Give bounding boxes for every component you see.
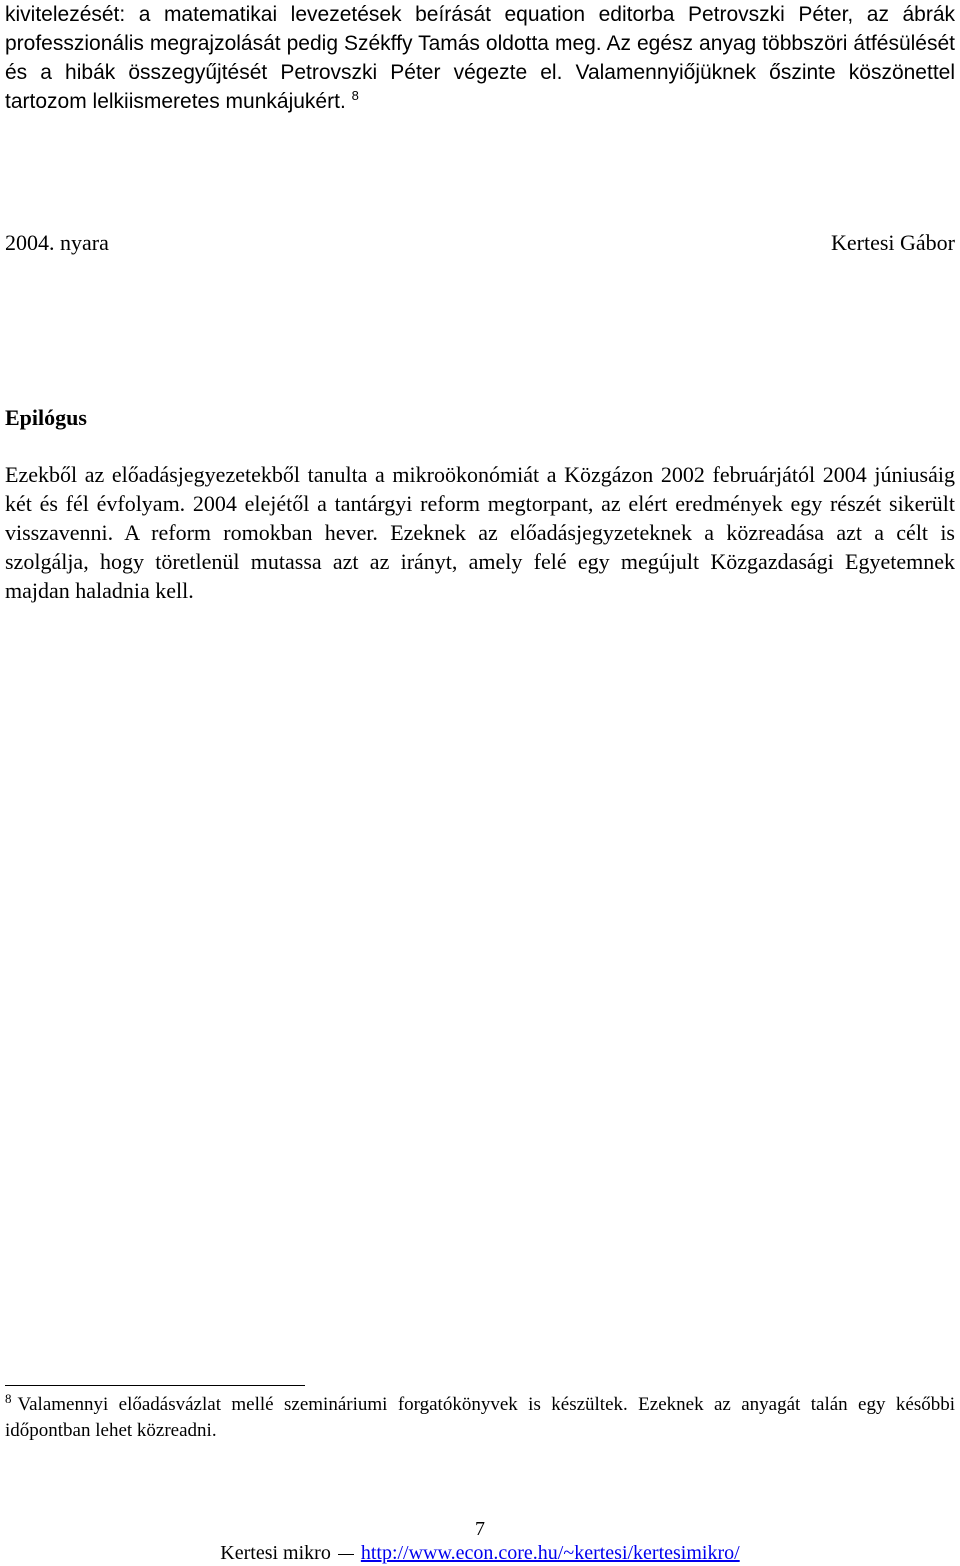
intro-paragraph [5, 0, 955, 116]
page-number: 7 [475, 1518, 485, 1540]
footnote-reference[interactable]: 8 [351, 88, 359, 103]
running-footer [0, 1541, 960, 1565]
footer-label: Kertesi mikro [220, 1542, 331, 1564]
footnote-separator [5, 1385, 305, 1386]
footnote-marker: 8 [5, 1390, 12, 1406]
intro-text: kivitelezését: a matematikai levezetések beírását equation editorba Petrovszki Péter, az ábrák professzionális megrajzolását pedig Székffy Tamás oldotta meg. Az egész anyag többszöri átfésülését és a hibák összegyűjtését Petrovszki Péter végezte el. Valamennyiőjüknek őszinte köszönettel tartozom lelkiismeretes munkájukért. [5, 3, 955, 113]
footer-link[interactable]: http://www.econ.core.hu/~kertesi/kertesimikro/ [360, 1542, 740, 1564]
section-heading: Epilógus [5, 405, 87, 430]
epilogue-paragraph: Ezekből az előadásjegyezetekből tanulta a mikroökonómiát a Közgázon 2002 februárjától 2004 júniusáig két és fél évfolyam. 2004 elejétől a tantárgyi reform megtorpant, az elért eredmények egy részét sikerült visszavenni. A reform romokban hever. Ezeknek az előadásjegyzeteknek a közreadása azt a célt is szolgálja, hogy töretlenül mutassa azt az irányt, amely felé egy megújult Közgazdasági Egyetemnek majdan haladnia kell. [5, 462, 955, 603]
footnote [5, 1392, 955, 1444]
footer-dash [338, 1554, 354, 1555]
signature-line [5, 228, 955, 258]
signature-author: Kertesi Gábor [830, 230, 955, 255]
signature-date: 2004. nyara [5, 230, 109, 255]
footnote-text: Valamennyi előadásvázlat mellé szemináriumi forgatókönyvek is készültek. Ezeknek az anyagát talán egy későbbi időpontban lehet közreadni. [5, 1394, 955, 1441]
